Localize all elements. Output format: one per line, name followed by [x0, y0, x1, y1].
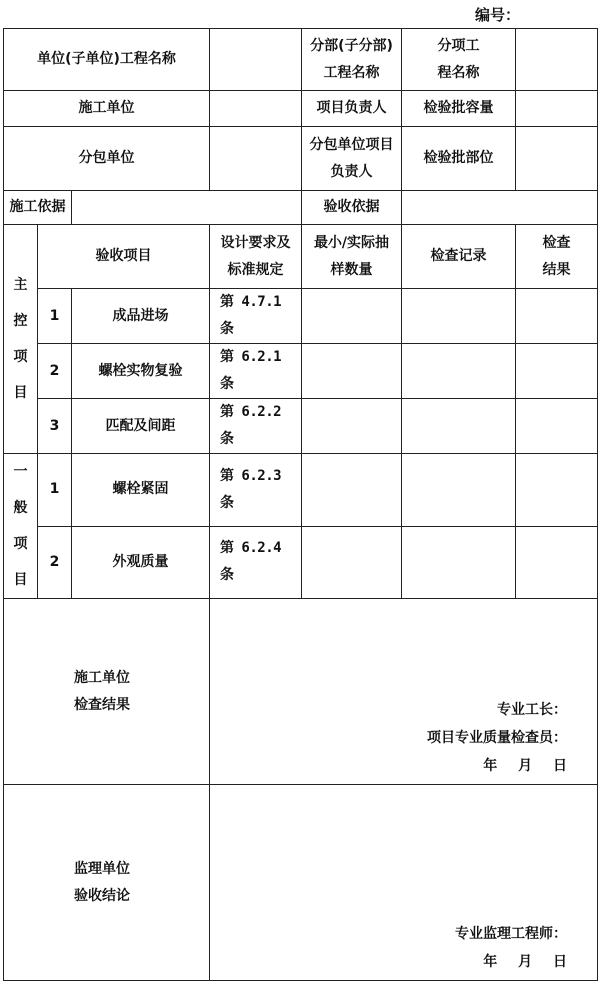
general-row-1-sample[interactable] [302, 454, 402, 527]
col-record-header: 检查记录 [402, 225, 516, 289]
date-month: 月 [518, 758, 533, 774]
main-row-2-sample[interactable] [302, 344, 402, 399]
main-row-2-record[interactable] [402, 344, 516, 399]
table-row [4, 399, 598, 454]
main-row-2-no: 2 [38, 344, 72, 399]
acceptance-basis-label: 验收依据 [302, 191, 402, 225]
general-row-1-no: 1 [38, 454, 72, 527]
supervision-conclusion-area[interactable] [210, 785, 598, 981]
supervising-engineer-label: 专业监理工程师： [455, 926, 568, 942]
column-header-row [4, 225, 598, 289]
unit-name-value[interactable] [210, 29, 302, 91]
main-row-2-clause: 第 6.2.1 条 [210, 344, 302, 399]
info-row-1 [4, 29, 598, 91]
main-row-1-name: 成品进场 [72, 289, 210, 344]
unit-name-label: 单位(子单位)工程名称 [4, 29, 210, 91]
general-row-1-clause: 第 6.2.3 条 [210, 454, 302, 527]
date-month: 月 [518, 954, 533, 970]
serial-number-label: 编号： [474, 6, 520, 24]
general-label: 一般项目 [4, 454, 38, 599]
main-row-3-result[interactable] [516, 399, 598, 454]
construction-basis-label: 施工依据 [4, 191, 72, 225]
supervision-conclusion-label: 监理单位验收结论 [4, 785, 210, 981]
inspection-signature-block [210, 599, 597, 784]
info-row-4 [4, 191, 598, 225]
item-name-value[interactable] [516, 29, 598, 91]
general-row-2-sample[interactable] [302, 526, 402, 599]
construction-unit-label: 施工单位 [4, 91, 210, 127]
batch-location-value[interactable] [516, 127, 598, 191]
item-name-label: 分项工程名称 [402, 29, 516, 91]
inspection-result-row [4, 599, 598, 785]
col-result-header: 检查结果 [516, 225, 598, 289]
division-name-label: 分部(子分部)工程名称 [302, 29, 402, 91]
main-row-3-sample[interactable] [302, 399, 402, 454]
project-manager-label: 项目负责人 [302, 91, 402, 127]
main-row-1-no: 1 [38, 289, 72, 344]
col-requirement-header: 设计要求及标准规定 [210, 225, 302, 289]
inspection-result-label: 施工单位检查结果 [4, 599, 210, 785]
table-row [4, 454, 598, 527]
main-row-1-record[interactable] [402, 289, 516, 344]
main-row-2-name: 螺栓实物复验 [72, 344, 210, 399]
supervision-date [455, 948, 567, 976]
date-day: 日 [553, 758, 568, 774]
supervision-conclusion-row [4, 785, 598, 981]
general-row-2-no: 2 [38, 526, 72, 599]
table-row [4, 526, 598, 599]
info-row-2 [4, 91, 598, 127]
quality-inspector-label: 项目专业质量检查员： [427, 730, 568, 746]
foreman-label: 专业工长： [497, 702, 568, 718]
table-row [4, 344, 598, 399]
batch-location-label: 检验批部位 [402, 127, 516, 191]
general-row-1-name: 螺栓紧固 [72, 454, 210, 527]
main-control-label: 主控项目 [4, 225, 38, 454]
table-row [4, 289, 598, 344]
general-row-2-name: 外观质量 [72, 526, 210, 599]
inspection-result-area[interactable] [210, 599, 598, 785]
main-row-1-clause: 第 4.7.1 条 [210, 289, 302, 344]
main-row-3-no: 3 [38, 399, 72, 454]
date-year: 年 [483, 758, 498, 774]
subcontractor-manager-label: 分包单位项目负责人 [302, 127, 402, 191]
main-row-1-result[interactable] [516, 289, 598, 344]
general-row-2-clause: 第 6.2.4 条 [210, 526, 302, 599]
date-year: 年 [483, 954, 498, 970]
general-row-1-record[interactable] [402, 454, 516, 527]
batch-capacity-label: 检验批容量 [402, 91, 516, 127]
batch-capacity-value[interactable] [516, 91, 598, 127]
col-sample-header: 最小/实际抽样数量 [302, 225, 402, 289]
main-row-1-sample[interactable] [302, 289, 402, 344]
inspection-form-table [3, 28, 598, 981]
general-row-2-result[interactable] [516, 526, 598, 599]
acceptance-basis-value[interactable] [402, 191, 598, 225]
supervision-signature-block [210, 785, 597, 980]
general-row-1-result[interactable] [516, 454, 598, 527]
main-row-3-name: 匹配及间距 [72, 399, 210, 454]
col-item-header: 验收项目 [38, 225, 210, 289]
construction-basis-value[interactable] [72, 191, 302, 225]
main-row-3-clause: 第 6.2.2 条 [210, 399, 302, 454]
date-day: 日 [553, 954, 568, 970]
info-row-3 [4, 127, 598, 191]
main-row-2-result[interactable] [516, 344, 598, 399]
subcontractor-value[interactable] [210, 127, 302, 191]
main-row-3-record[interactable] [402, 399, 516, 454]
general-row-2-record[interactable] [402, 526, 516, 599]
subcontractor-label: 分包单位 [4, 127, 210, 191]
inspection-date [427, 752, 567, 780]
construction-unit-value[interactable] [210, 91, 302, 127]
